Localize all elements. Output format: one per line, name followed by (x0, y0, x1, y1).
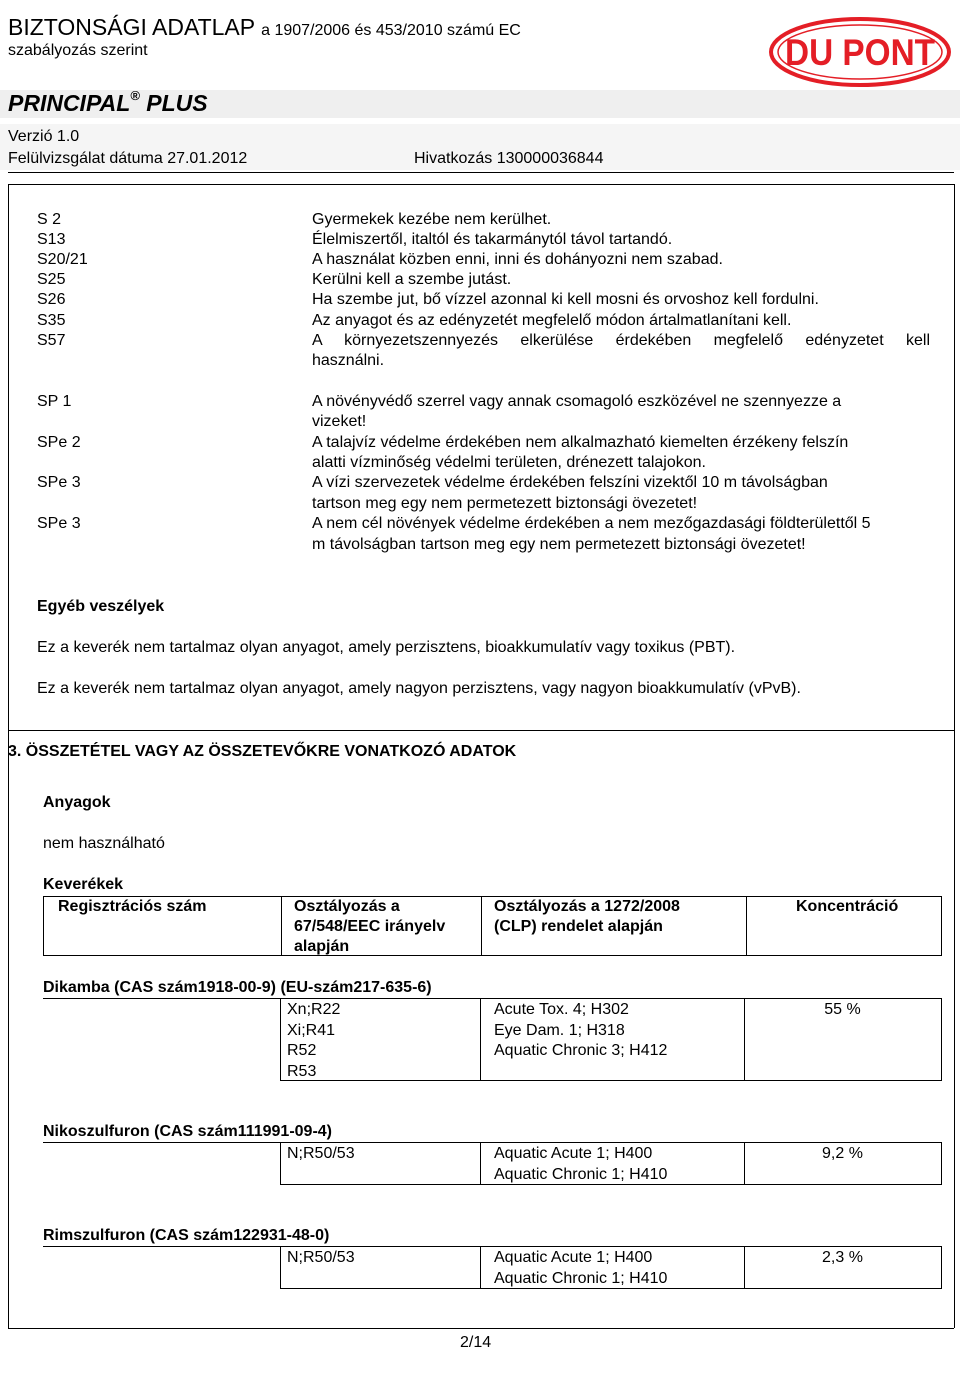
col-header-clp (494, 897, 680, 955)
col-header-eec (294, 897, 445, 955)
col-divider (481, 897, 482, 955)
concentration: 9,2 % (822, 1145, 863, 1162)
eec-code: Xn;R22 (287, 1001, 341, 1018)
concentration: 2,3 % (822, 1249, 863, 1266)
row-divider (280, 1142, 281, 1184)
s-phrase-text: A környezetszennyezés elkerülése érdekében megfelelő edényzetet kell (312, 332, 930, 349)
product-main: PRINCIPAL (8, 90, 131, 116)
clp-code: Eye Dam. 1; H318 (494, 1021, 625, 1039)
dupont-logo (768, 16, 952, 88)
clp-classification (494, 1248, 667, 1289)
s-phrase-text: Az anyagot és az edényzetét megfelelő módon ártalmatlanítani kell. (312, 312, 792, 329)
product-suffix: PLUS (146, 90, 208, 116)
sp-phrase-text: A talajvíz védelme érdekében nem alkalmazható kiemelten érzékeny felszín (312, 434, 849, 451)
s-phrase-code: S 2 (37, 211, 62, 228)
sp-phrase-text-cont: alatti vízminőség védelmi területen, drénezett talajokon. (312, 454, 706, 471)
other-hazards-pbt: Ez a keverék nem tartalmaz olyan anyagot, amely perzisztens, bioakkumulatív vagy toxikus (PBT). (37, 639, 736, 656)
sp-phrase-text: A nem cél növények védelme érdekében a nem mezőgazdasági földterülettől 5 (312, 515, 871, 532)
section-rule (8, 730, 954, 731)
header-rule (8, 172, 954, 173)
s-phrase-text: Élelmiszertől, italtól és takarmánytól távol tartandó. (312, 231, 673, 248)
other-hazards-heading: Egyéb veszélyek (37, 598, 165, 615)
sp-phrase-text: A vízi szervezetek védelme érdekében felszíni vizektől 10 m távolságban (312, 474, 828, 491)
reference-number: Hivatkozás 130000036844 (414, 150, 604, 167)
col-header-clp-line: (CLP) rendelet alapján (494, 918, 663, 935)
eec-code: N;R50/53 (287, 1145, 355, 1162)
clp-code: Aquatic Chronic 3; H412 (494, 1042, 668, 1059)
s-phrase-code: S35 (37, 312, 66, 329)
substances-heading: Anyagok (43, 794, 111, 811)
row-divider (280, 1246, 281, 1288)
s-phrase-code: S13 (37, 231, 66, 248)
components-table-header (43, 896, 942, 956)
title-main: BIZTONSÁGI ADATLAP (8, 14, 255, 40)
row-divider (480, 1142, 481, 1184)
footer-rule (8, 1328, 954, 1329)
registered-mark: ® (130, 88, 140, 103)
clp-classification (494, 1000, 667, 1062)
clp-code: Aquatic Chronic 1; H410 (494, 1165, 668, 1183)
s-phrase-text: Kerülni kell a szembe jutást. (312, 271, 512, 288)
clp-code: Acute Tox. 4; H302 (494, 1001, 629, 1018)
row-rule (43, 1246, 942, 1247)
sp-phrase-text: A növényvédő szerrel vagy annak csomagoló eszközével ne szennyezze a (312, 393, 842, 410)
s-phrase-text: Ha szembe jut, bő vízzel azonnal ki kell mosni és orvoshoz kell fordulni. (312, 291, 819, 308)
row-rule (280, 1080, 942, 1081)
s-phrase-text: Gyermekek kezébe nem kerülhet. (312, 211, 552, 228)
col-divider (746, 897, 747, 955)
review-date: Felülvizsgálat dátuma 27.01.2012 (8, 150, 248, 167)
eec-classification (287, 1144, 355, 1165)
title-line2: szabályozás szerint (8, 42, 148, 59)
document-header (0, 0, 960, 172)
concentration: 55 % (824, 1001, 861, 1018)
sp-phrase-text-cont: vizeket! (312, 413, 367, 430)
substances-text: nem használható (43, 835, 165, 852)
s-phrase-text: A használat közben enni, inni és dohányozni nem szabad. (312, 251, 723, 268)
document-title (8, 14, 521, 41)
clp-classification (494, 1144, 667, 1185)
row-divider (480, 998, 481, 1080)
sp-phrase-code: SP 1 (37, 393, 72, 410)
col-header-conc: Koncentráció (796, 898, 899, 915)
sp-phrase-code: SPe 2 (37, 434, 81, 451)
row-divider (480, 1246, 481, 1288)
clp-code: Aquatic Chronic 1; H410 (494, 1269, 668, 1287)
component-name: Rimszulfuron (CAS szám122931-48-0) (43, 1227, 330, 1244)
page-number: 2/14 (460, 1334, 492, 1351)
row-rule (43, 1142, 942, 1143)
eec-classification (287, 1000, 340, 1082)
s-phrase-code: S26 (37, 291, 66, 308)
sp-phrase-text-cont: tartson meg egy nem permetezett biztonsági övezetet! (312, 495, 698, 512)
sp-phrase-code: SPe 3 (37, 515, 81, 532)
s-phrase-code: S25 (37, 271, 66, 288)
row-divider (941, 1142, 942, 1184)
row-divider (280, 998, 281, 1080)
eec-code: N;R50/53 (287, 1249, 355, 1266)
component-name: Dikamba (CAS szám1918-00-9) (EU-szám217-635-6) (43, 979, 432, 996)
s-phrase-code: S20/21 (37, 251, 88, 268)
s-phrase-code: S57 (37, 332, 66, 349)
section3-heading: 3. ÖSSZETÉTEL VAGY AZ ÖSSZETEVŐKRE VONATKOZÓ ADATOK (8, 743, 517, 760)
clp-code: Aquatic Acute 1; H400 (494, 1249, 653, 1266)
clp-code: Aquatic Acute 1; H400 (494, 1145, 653, 1162)
logo-text: DU PONT (785, 32, 936, 73)
eec-code: Xi;R41 (287, 1021, 336, 1039)
sp-phrase-text-cont: m távolságban tartson meg egy nem permetezett biztonsági övezetet! (312, 536, 806, 553)
col-header-eec-line: Osztályozás a (294, 898, 400, 915)
row-divider (941, 998, 942, 1080)
eec-code: R52 (287, 1042, 317, 1059)
other-hazards-vpvb: Ez a keverék nem tartalmaz olyan anyagot, amely nagyon perzisztens, vagy nagyon bioakkumulatív (vPvB). (37, 680, 801, 697)
col-header-clp-line: Osztályozás a 1272/2008 (494, 898, 680, 915)
col-header-eec-line: alapján (294, 938, 350, 955)
title-sub: a 1907/2006 és 453/2010 számú EC (261, 22, 521, 39)
sp-phrase-code: SPe 3 (37, 474, 81, 491)
s-phrase-text-cont: használni. (312, 352, 385, 369)
product-name (8, 88, 208, 117)
col-header-eec-line: 67/548/EEC irányelv (294, 918, 446, 935)
component-name: Nikoszulfuron (CAS szám111991-09-4) (43, 1123, 332, 1140)
eec-code: R53 (287, 1062, 317, 1080)
col-header-reg: Regisztrációs szám (58, 898, 207, 915)
eec-classification (287, 1248, 355, 1269)
row-rule (43, 998, 942, 999)
row-divider (941, 1246, 942, 1288)
mixtures-heading: Keverékek (43, 876, 124, 893)
col-divider (281, 897, 282, 955)
version: Verzió 1.0 (8, 128, 80, 145)
